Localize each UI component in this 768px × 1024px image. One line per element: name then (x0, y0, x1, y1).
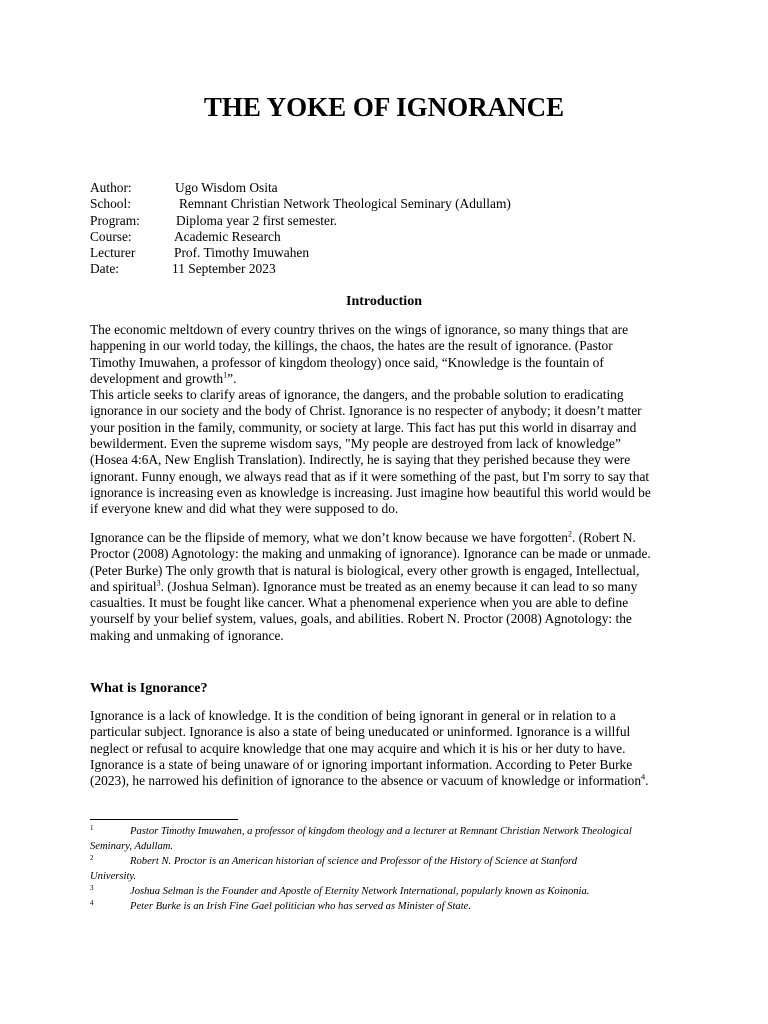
footnote-divider (90, 819, 238, 820)
footnote-text: University. (90, 871, 137, 882)
footnote-text: Seminary, Adullam. (90, 841, 174, 852)
text-line: yourself by your belief system, values, goals, and abilities. Robert N. Proctor (2008) Agnotology: the (90, 611, 632, 627)
footnote-text: Pastor Timothy Imuwahen, a professor of kingdom theology and a lecturer at Remnant Christian Network Theological (130, 826, 632, 837)
meta-value: Ugo Wisdom Osita (175, 180, 278, 195)
text-line (90, 371, 672, 387)
text-line: (Peter Burke) The only growth that is natural is biological, every other growth is engaged, Intellectual, (90, 562, 640, 578)
footnote-2 (90, 854, 690, 884)
meta-label: Program: (90, 212, 140, 228)
text-line: Ignorance is a state of being unaware of or ignoring important information. According to Peter Burke (90, 756, 633, 772)
meta-label: Date: (90, 261, 119, 277)
text-line (90, 579, 672, 595)
text-fragment: . (Joshua Selman). Ignorance must be treated as an enemy because it can lead to so many (160, 578, 638, 594)
footnote-ref[interactable]: 4 (641, 772, 646, 782)
footnote-1 (90, 824, 690, 854)
meta-value: Remnant Christian Network Theological Seminary (Adullam) (179, 196, 511, 212)
footnote-3 (90, 884, 690, 899)
document-metadata (90, 180, 511, 278)
text-line: (Hosea 4:6A, New English Translation). Indirectly, he is saying that they perished because they were (90, 452, 631, 468)
text-line: ignorance is increasing even as knowledge is increasing. Just imagine how beautiful this world would be (90, 484, 651, 500)
section-heading-what-is-ignorance: What is Ignorance? (90, 681, 208, 696)
meta-label: Course: (90, 228, 132, 244)
text-line (90, 530, 672, 546)
meta-row-school (90, 196, 511, 212)
footnote-number: 4 (90, 899, 94, 907)
text-line: This article seeks to clarify areas of ignorance, the dangers, and the probable solution to eradicating (90, 387, 624, 403)
footnote-ref[interactable]: 2 (567, 529, 572, 539)
text-line: Proctor (2008) Agnotology: the making and unmaking of ignorance). Ignorance can be made or unmade. (90, 546, 651, 562)
footnotes (90, 824, 690, 914)
meta-value: Prof. Timothy Imuwahen (174, 245, 310, 261)
meta-label: Lecturer (90, 245, 136, 261)
text-line: if everyone knew and did what they were supposed to do. (90, 501, 399, 517)
meta-label: School: (90, 196, 131, 212)
text-line: Timothy Imuwahen, a professor of kingdom theology) once said, “Knowledge is the fountain of (90, 354, 604, 370)
text-line: neglect or refusal to acquire knowledge that one may acquire and which it is his or her duty to have. (90, 740, 626, 756)
meta-row-author (90, 180, 511, 196)
text-line: The economic meltdown of every country thrives on the wings of ignorance, so many things that are (90, 322, 629, 337)
document-title: THE YOKE OF IGNORANCE (203, 92, 565, 122)
text-fragment: development and growth (90, 370, 224, 386)
text-fragment: . (Robert N. (571, 530, 636, 545)
meta-row-date (90, 261, 511, 277)
what-is-paragraph-1 (90, 708, 672, 789)
text-line: Ignorance is a lack of knowledge. It is the condition of being ignorant in general or in relation to a (90, 708, 616, 723)
text-line: casualties. It must be fought like cancer. What a phenomenal experience when you are able to define (90, 595, 629, 611)
intro-paragraph-2 (90, 530, 672, 644)
text-line: making and unmaking of ignorance. (90, 627, 284, 643)
text-fragment: (2023), he narrowed his definition of ignorance to the absence or vacuum of knowledge or information (90, 773, 642, 789)
meta-value: Diploma year 2 first semester. (176, 212, 338, 228)
text-line: your position in the family, community, or society at large. This fact has put this world in disarray and (90, 419, 637, 435)
footnote-text: Peter Burke is an Irish Fine Gael politician who has served as Minister of State. (130, 901, 472, 912)
text-fragment: and spiritual (90, 578, 157, 594)
footnote-ref[interactable]: 1 (223, 370, 228, 380)
footnote-text: Robert N. Proctor is an American historian of science and Professor of the History of Science at Stanford (130, 856, 578, 867)
footnote-4 (90, 899, 690, 914)
text-line: happening in our world today, the killings, the chaos, the hates are the result of ignorance. (Pastor (90, 338, 613, 354)
footnote-number: 2 (90, 854, 94, 862)
meta-label: Author: (90, 180, 132, 195)
section-heading-introduction: Introduction (346, 294, 422, 309)
meta-value: 11 September 2023 (172, 261, 276, 277)
footnote-number: 3 (90, 884, 94, 892)
text-line (90, 773, 672, 789)
text-fragment: Ignorance can be the flipside of memory, what we don’t know because we have forgotten (90, 530, 568, 545)
meta-value: Academic Research (174, 228, 281, 244)
meta-row-lecturer (90, 245, 511, 261)
text-line: particular subject. Ignorance is also a state of being uneducated or uninformed. Ignorance is a willful (90, 724, 631, 740)
meta-row-program (90, 213, 511, 229)
meta-row-course (90, 229, 511, 245)
text-fragment: ”. (227, 370, 237, 386)
footnote-text: Joshua Selman is the Founder and Apostle of Eternity Network International, popularly known as Koinonia. (130, 886, 590, 897)
text-line: ignorant. Funny enough, we always read that as if it were something of the past, but I'm sorry to say that (90, 468, 650, 484)
text-line: ignorance in our society and the body of Christ. Ignorance is no respecter of anybody; it doesn’t matter (90, 403, 642, 419)
intro-paragraph-1 (90, 322, 672, 518)
text-fragment: . (645, 773, 649, 789)
footnote-ref[interactable]: 3 (156, 578, 161, 588)
footnote-number: 1 (90, 824, 94, 832)
text-line: bewilderment. Even the supreme wisdom says, "My people are destroyed from lack of knowledge” (90, 436, 621, 452)
